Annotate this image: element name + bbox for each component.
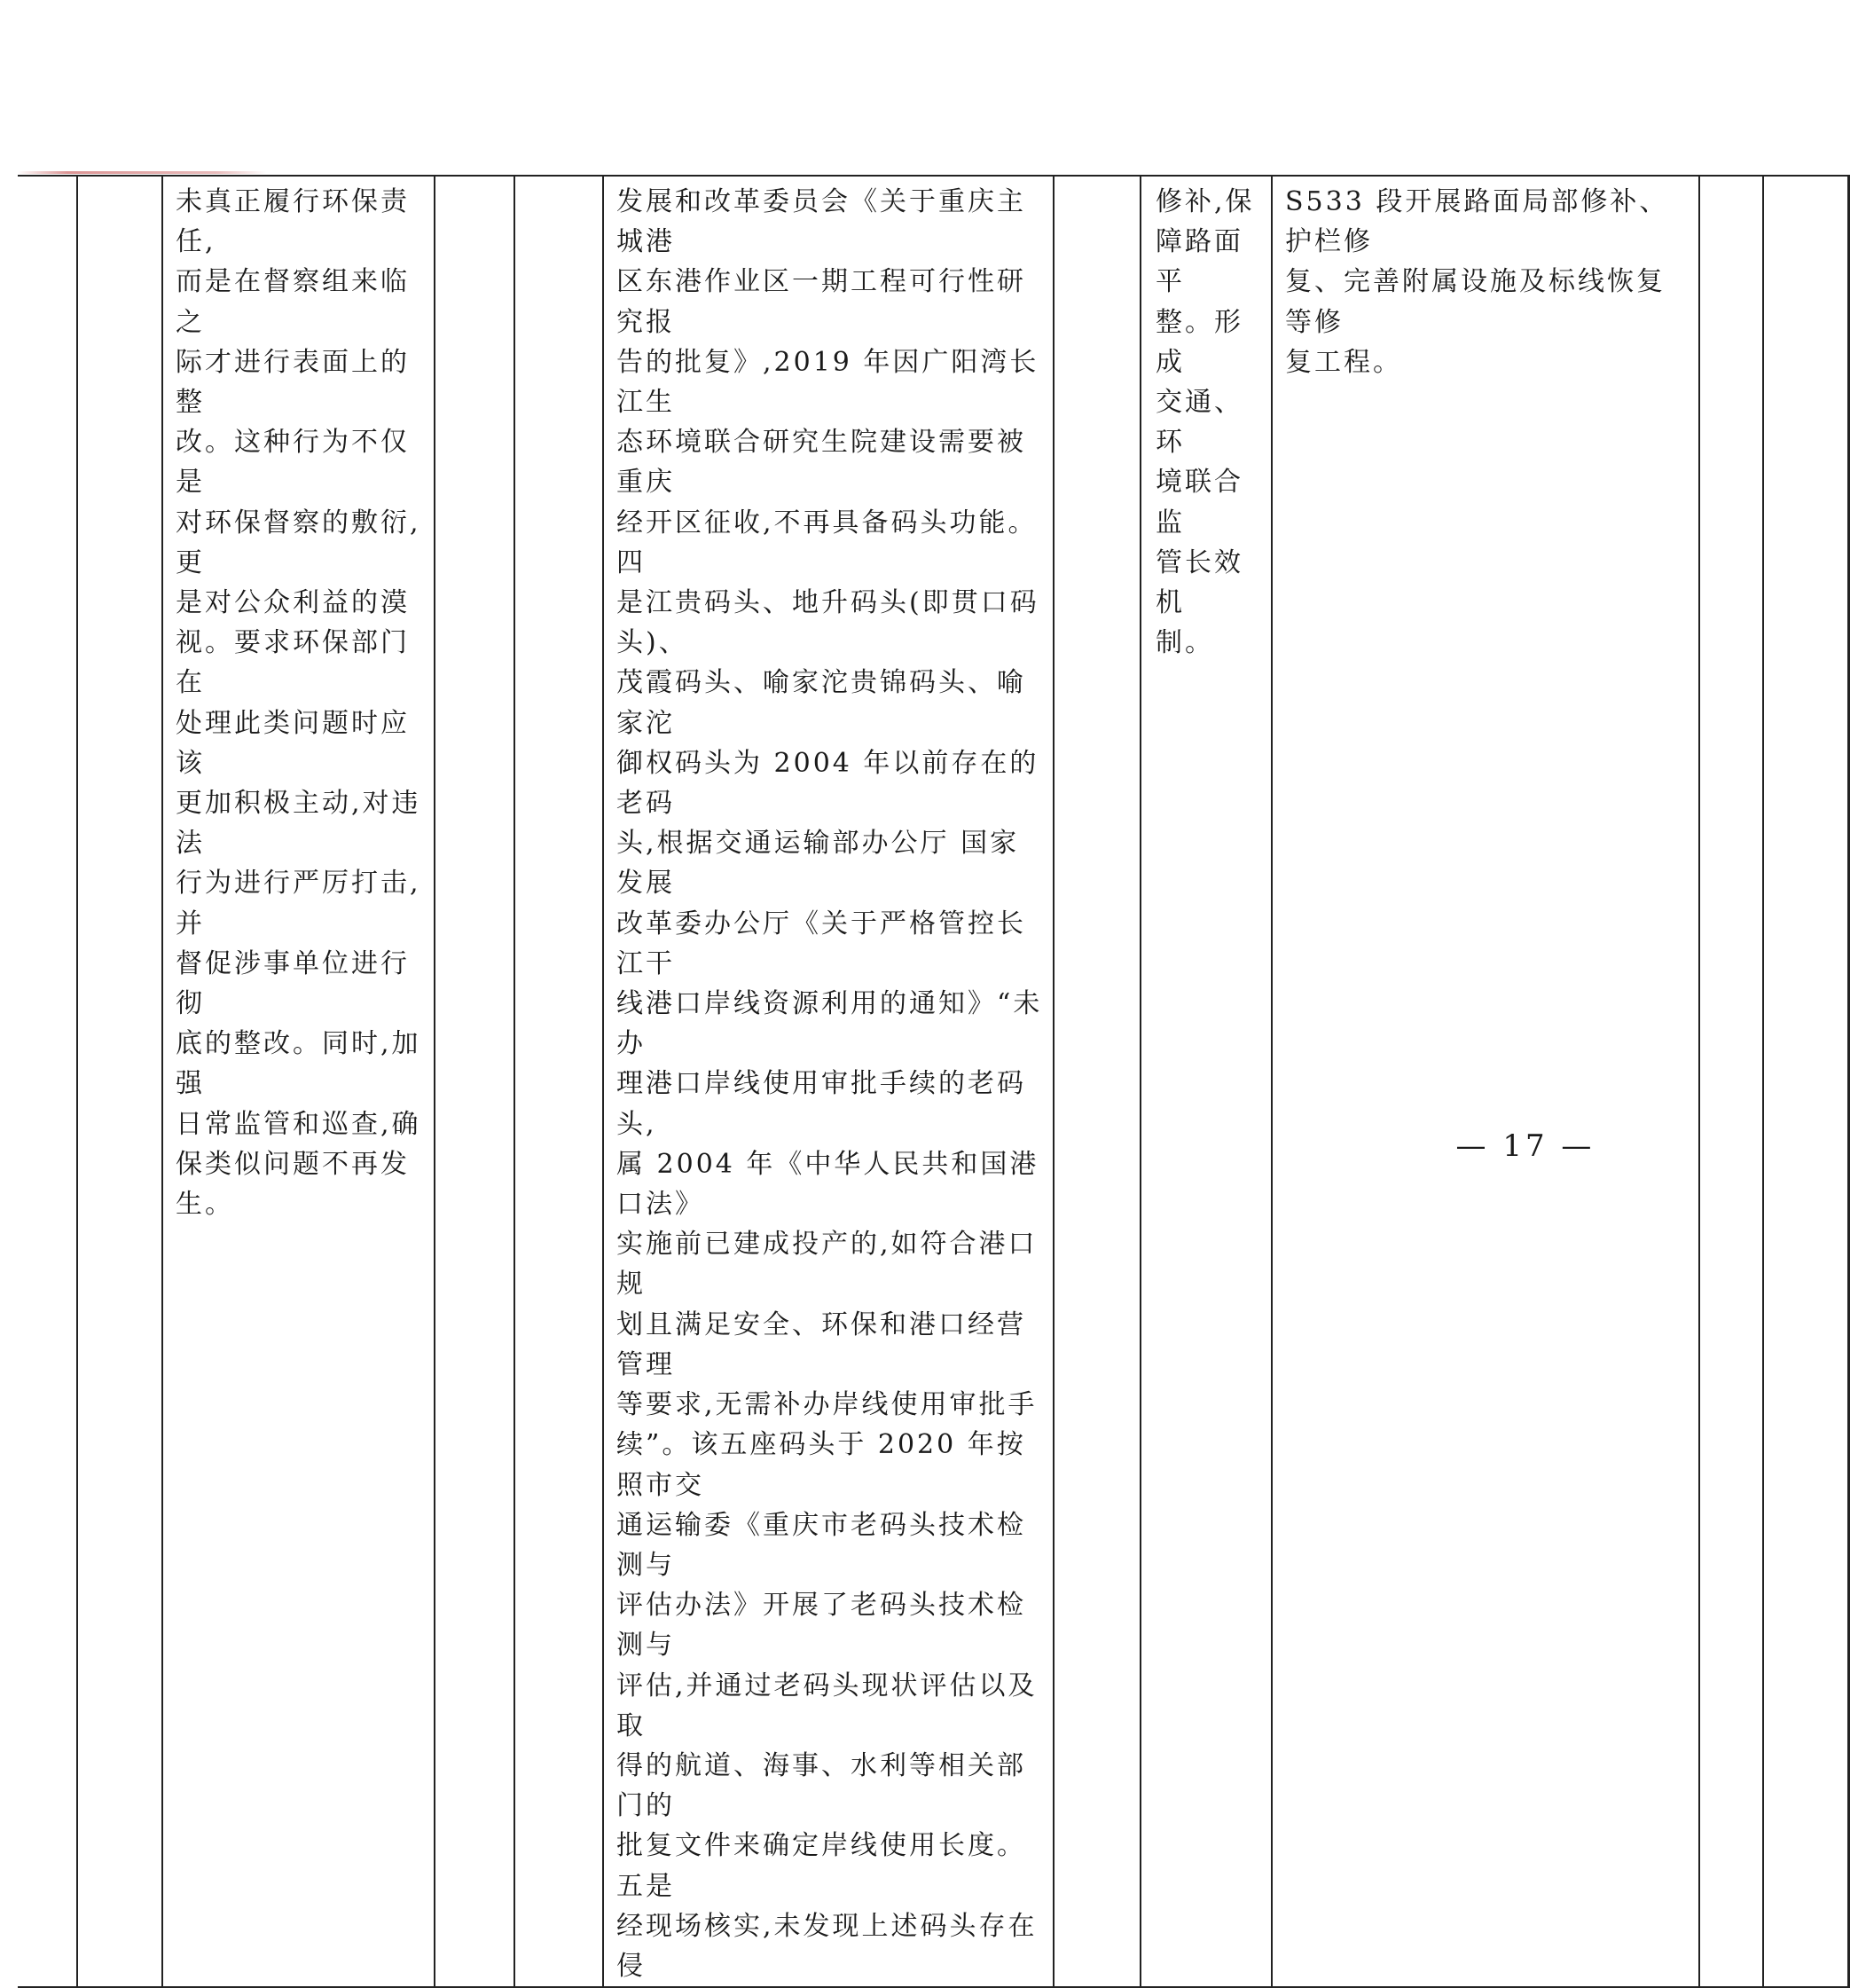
scan-edge-mark bbox=[18, 171, 266, 174]
table-cell-index bbox=[18, 176, 77, 1987]
table-row bbox=[18, 176, 1848, 1987]
table-cell-column-11 bbox=[1763, 176, 1848, 1987]
page-number: — 17 — bbox=[1455, 1128, 1596, 1164]
table-cell-measures: 修补,保 障路面平 整。形成 交通、环 境联合监 管长效机 制。 bbox=[1141, 176, 1272, 1987]
table-cell-requirement: 未真正履行环保责任, 而是在督察组来临之 际才进行表面上的整 改。这种行为不仅是 对环保督察的敷衍,更 是对公众利益的漠 视。要求环保部门在 处理此类问题时应该 更加积极主动,对违法 行为进行严厉打击,并 督促涉事单位进行彻 底的整改。同时,加强 日常监管和巡查,确 保类似问题不再发 生。 bbox=[162, 176, 435, 1987]
table-cell-column-4 bbox=[435, 176, 514, 1987]
table-cell-investigation: 发展和改革委员会《关于重庆主城港 区东港作业区一期工程可行性研究报 告的批复》,2019 年因广阳湾长江生 态环境联合研究生院建设需要被重庆 经开区征收,不再具备码头功能。四 是江贵码头、地升码头(即贯口码头)、 茂霞码头、喻家沱贵锦码头、喻家沱 御权码头为 2004 年以前存在的老码 头,根据交通运输部办公厅 国家发展 改革委办公厅《关于严格管控长江干 线港口岸线资源利用的通知》“未办 理港口岸线使用审批手续的老码头, 属 2004 年《中华人民共和国港口法》 实施前已建成投产的,如符合港口规 划且满足安全、环保和港口经营管理 等要求,无需补办岸线使用审批手 续”。该五座码头于 2020 年按照市交 通运输委《重庆市老码头技术检测与 评估办法》开展了老码头技术检测与 评估,并通过老码头现状评估以及取 得的航道、海事、水利等相关部门的 批复文件来确定岸线使用长度。五是 经现场核实,未发现上述码头存在侵 bbox=[603, 176, 1054, 1987]
table-cell-column-10 bbox=[1699, 176, 1763, 1987]
table-cell-progress: S533 段开展路面局部修补、护栏修 复、完善附属设施及标线恢复等修 复工程。 bbox=[1272, 176, 1699, 1987]
table-cell-column-5 bbox=[514, 176, 603, 1987]
table-cell-column-2 bbox=[77, 176, 162, 1987]
table-cell-column-7 bbox=[1054, 176, 1141, 1987]
rectification-table bbox=[18, 175, 1850, 1988]
